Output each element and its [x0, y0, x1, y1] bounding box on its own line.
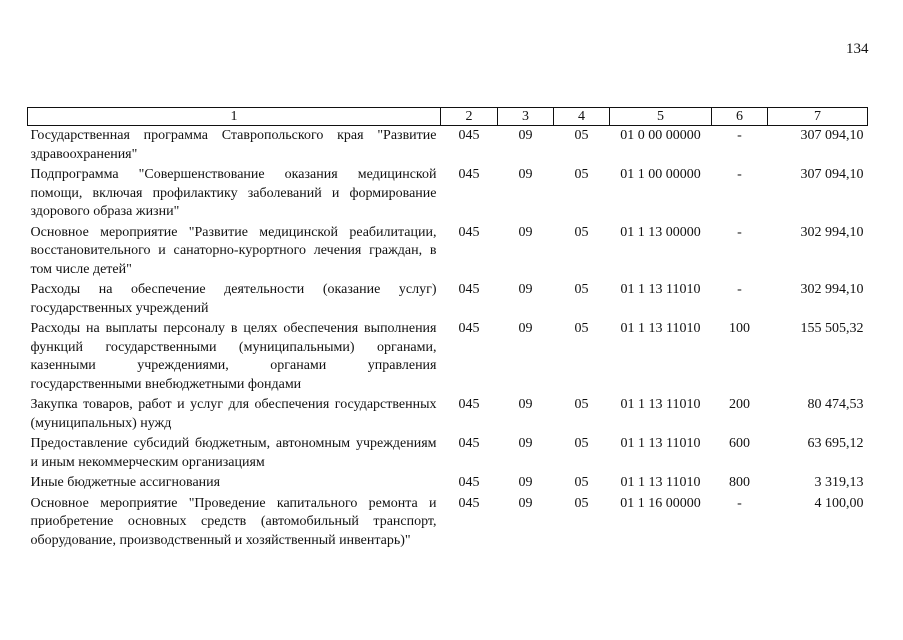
table-header	[28, 108, 868, 126]
amount-cell: 307 094,10	[800, 167, 864, 182]
table-row	[28, 319, 868, 395]
target-article-cell: 01 1 16 00000	[620, 495, 701, 511]
row-name-cell: Основное мероприятие "Проведение капитального ремонта и приобретение основных средств (автомобильный транспорт, оборудование, производственный и хозяйственный инвентарь)"	[30, 495, 437, 548]
section-code-cell: 09	[518, 436, 533, 451]
table-row	[28, 434, 868, 473]
amount-cell: 3 319,13	[814, 475, 864, 490]
table-row	[28, 395, 868, 434]
expense-type-cell: 800	[729, 475, 750, 490]
target-article-cell: 01 1 00 00000	[620, 167, 701, 182]
column-header: 5	[610, 108, 712, 126]
column-header: 1	[28, 108, 441, 126]
subsection-code-cell: 05	[574, 475, 589, 490]
table-row	[28, 494, 868, 552]
subsection-code-cell: 05	[574, 282, 589, 297]
target-article-cell: 01 1 13 11010	[620, 397, 701, 412]
row-name-cell: Государственная программа Ставропольского края "Развитие здравоохранения"	[30, 128, 437, 162]
expense-type-cell: 200	[729, 397, 750, 412]
target-article-cell: 01 0 00 00000	[620, 128, 701, 143]
target-article-cell: 01 1 13 11010	[620, 436, 701, 451]
expense-type-cell: -	[737, 282, 742, 297]
row-name-cell: Предоставление субсидий бюджетным, автономным учреждениям и иным некоммерческим организациям	[30, 436, 437, 470]
section-code-cell: 09	[518, 495, 533, 511]
expense-type-cell: -	[737, 224, 742, 240]
row-name-cell: Расходы на выплаты персоналу в целях обеспечения выполнения функций государственными (муниципальными) органами, казенными учреждениями, органами управления государственными внебюджетными фондами	[30, 321, 437, 392]
expense-type-cell: 600	[729, 436, 750, 451]
ministry-code-cell: 045	[458, 224, 480, 240]
table-body	[28, 126, 868, 552]
amount-cell: 155 505,32	[800, 321, 864, 336]
subsection-code-cell: 05	[574, 397, 589, 412]
subsection-code-cell: 05	[574, 167, 589, 182]
column-header: 7	[768, 108, 868, 126]
section-code-cell: 09	[518, 321, 533, 336]
amount-cell: 307 094,10	[800, 128, 864, 143]
ministry-code-cell: 045	[458, 436, 480, 451]
row-name-cell: Подпрограмма "Совершенствование оказания медицинской помощи, включая профилактику заболеваний и формирование здорового образа жизни"	[30, 167, 437, 219]
expense-type-cell: -	[737, 128, 742, 143]
row-name-cell: Расходы на обеспечение деятельности (оказание услуг) государственных учреждений	[30, 282, 437, 316]
ministry-code-cell: 045	[458, 321, 480, 336]
table-row	[28, 165, 868, 223]
page-number: 134	[846, 41, 869, 57]
subsection-code-cell: 05	[574, 436, 589, 451]
table-row	[28, 280, 868, 319]
expense-type-cell: -	[737, 167, 742, 182]
expense-type-cell: 100	[729, 321, 750, 336]
subsection-code-cell: 05	[574, 128, 589, 143]
target-article-cell: 01 1 13 00000	[620, 224, 701, 240]
ministry-code-cell: 045	[458, 397, 480, 412]
table-row	[28, 126, 868, 166]
amount-cell: 302 994,10	[800, 224, 864, 240]
column-header: 3	[498, 108, 554, 126]
column-header: 4	[554, 108, 610, 126]
amount-cell: 63 695,12	[807, 436, 864, 451]
section-code-cell: 09	[518, 282, 533, 297]
ministry-code-cell: 045	[458, 475, 480, 490]
table-row	[28, 473, 868, 494]
target-article-cell: 01 1 13 11010	[620, 282, 701, 297]
header-row	[28, 108, 868, 126]
ministry-code-cell: 045	[458, 167, 480, 182]
table-row	[28, 223, 868, 281]
row-name-cell: Закупка товаров, работ и услуг для обеспечения государственных (муниципальных) нужд	[30, 397, 437, 431]
section-code-cell: 09	[518, 224, 533, 240]
target-article-cell: 01 1 13 11010	[620, 475, 701, 490]
amount-cell: 4 100,00	[814, 495, 864, 511]
subsection-code-cell: 05	[574, 224, 589, 240]
ministry-code-cell: 045	[458, 495, 480, 511]
budget-table	[27, 107, 868, 551]
expense-type-cell: -	[737, 495, 742, 511]
column-header: 2	[441, 108, 498, 126]
row-name-cell: Основное мероприятие "Развитие медицинской реабилитации, восстановительного и санаторно-курортного лечения граждан, в том числе детей"	[30, 224, 437, 277]
amount-cell: 80 474,53	[807, 397, 864, 412]
ministry-code-cell: 045	[458, 282, 480, 297]
section-code-cell: 09	[518, 397, 533, 412]
ministry-code-cell: 045	[458, 128, 480, 143]
subsection-code-cell: 05	[574, 495, 589, 511]
subsection-code-cell: 05	[574, 321, 589, 336]
column-header: 6	[712, 108, 768, 126]
section-code-cell: 09	[518, 128, 533, 143]
amount-cell: 302 994,10	[800, 282, 864, 297]
section-code-cell: 09	[518, 475, 533, 490]
section-code-cell: 09	[518, 167, 533, 182]
target-article-cell: 01 1 13 11010	[620, 321, 701, 336]
row-name-cell: Иные бюджетные ассигнования	[30, 475, 221, 490]
